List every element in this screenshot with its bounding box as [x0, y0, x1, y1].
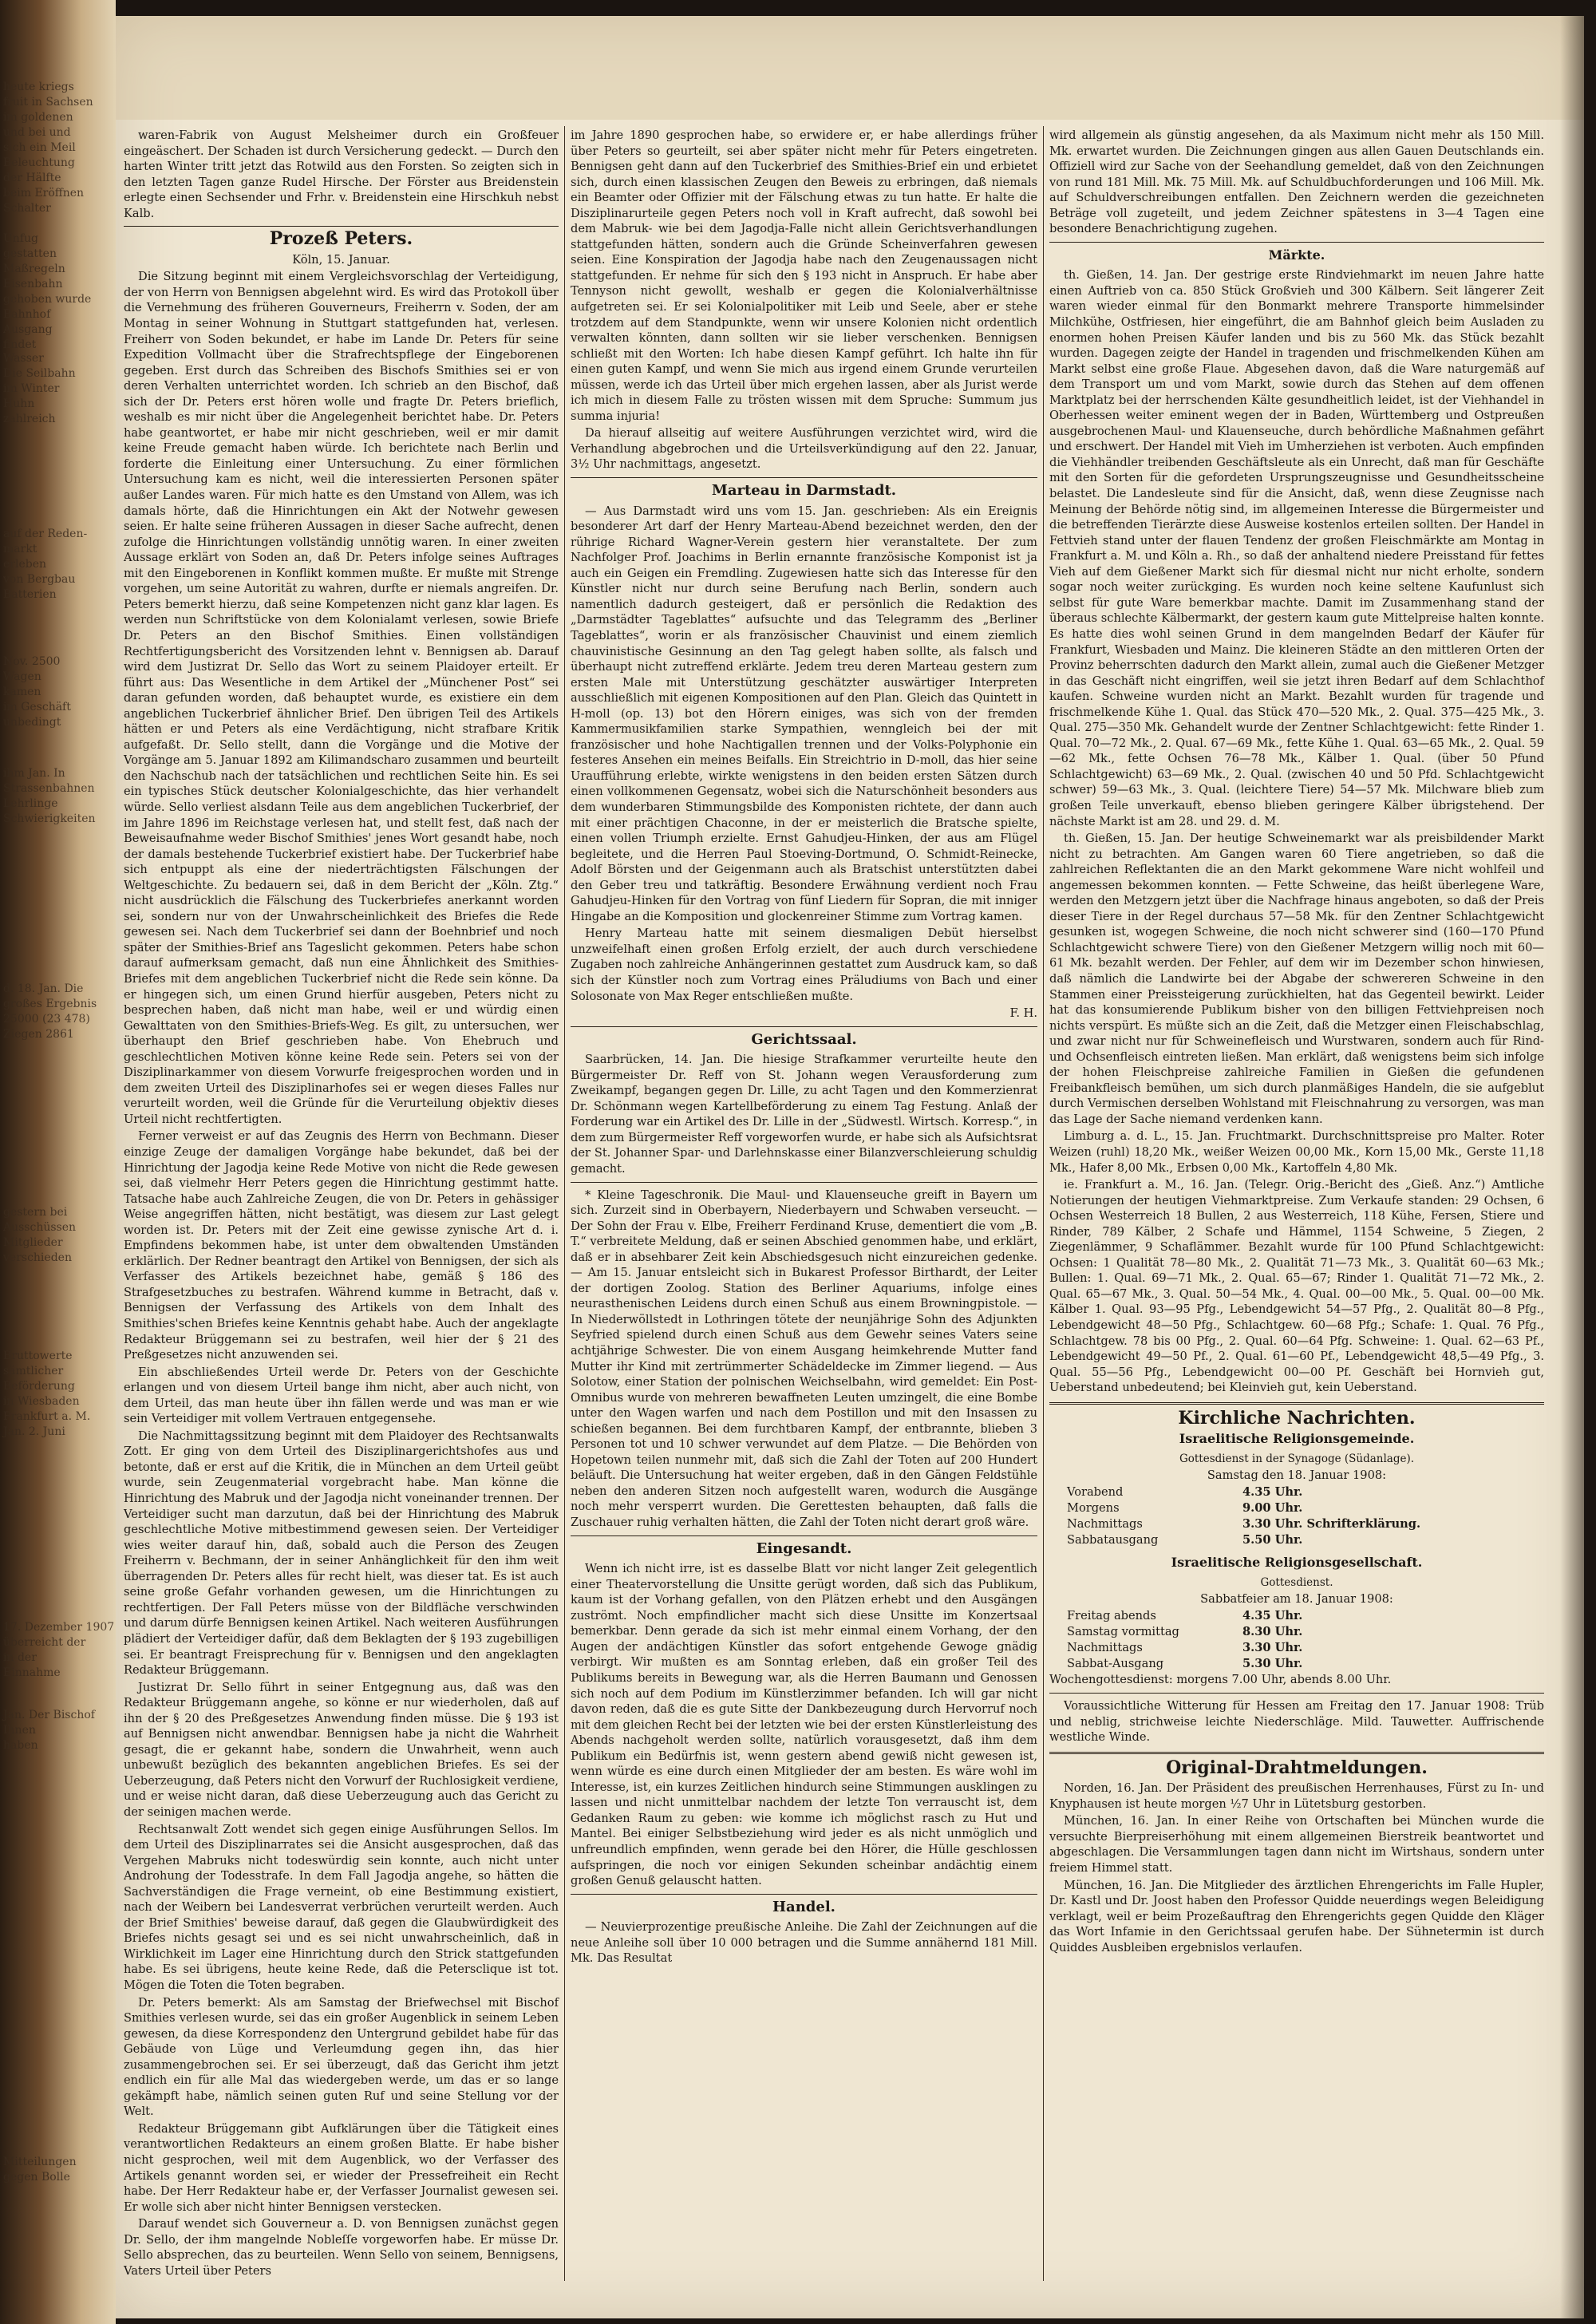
section-divider [571, 1182, 1037, 1183]
schedule-label: Nachmittags [1067, 1517, 1143, 1532]
section-divider [1049, 1693, 1544, 1694]
schedule-time: 4.35 Uhr. [1242, 1485, 1303, 1500]
wire-report: München, 16. Jan. In einer Reihe von Ortschaften bei München wurde die versuchte Bierpreiserhöhung mit einem allgemeinen Bierstreik beantwortet und abgeschlagen. Die Versammlungen tagen dann nicht im Wirtshaus, sondern unter freiem Himmel statt. [1049, 1814, 1544, 1875]
schedule-row [1067, 1500, 1544, 1516]
schedule-time: 5.30 Uhr. [1242, 1657, 1303, 1671]
gutter-fragment: Bruttowerte sämtlicher Beförderung in Wiesbaden Frankfurt a. M. Jan. 2. Juni [3, 1350, 91, 1438]
wire-report: München, 16. Jan. Die Mitglieder des ärztlichen Ehrengerichts im Falle Hupler, Dr. Kastl und Dr. Joost haben den Professor Quidde neuerdings wegen Beleidigung verklagt, weil er beim Prozeßauftrag den Ehrengerichts gegen Quidde den Kläger das Wort Infamie in den Gerichtssaal gerufen habe. Der Sühnetermin ist durch Quiddes Ausbleiben ergebnislos verlaufen. [1049, 1878, 1544, 1954]
column-rule [1043, 126, 1044, 2281]
section-divider [571, 1026, 1037, 1027]
schedule-row [1067, 1532, 1544, 1548]
column-2 [571, 128, 1037, 1968]
newspaper-page [116, 16, 1584, 2318]
gutter-fragment: auf der Reden- markt erleben von Bergbau Batterien [3, 528, 88, 601]
gutter-fragment: 17. Dezember 1907 überreicht der in der Einnahme [3, 1621, 115, 1679]
service-location: Gottesdienst. [1260, 1575, 1333, 1589]
schedule-label: Sabbat-Ausgang [1067, 1657, 1164, 1671]
article-paragraph: Wenn ich nicht irre, ist es dasselbe Blatt vor nicht langer Zeit gelegentlich einer Theatervorstellung die Unsitte gerügt worden, daß sich das Publikum, kaum ist der Vorhang gefallen, von den Plätzen erhebt und den Ausgängen zuströmt. Noch empfindlicher macht sich diese Unsitte im Konzertsaal bemerkbar. Denn gerade da sich ist mehr einmal einem Vorhang, der den Augen der andächtigen Künstler das sofort entgehende Gewoge gnädig verbirgt. Wir mußten es am Sonntag erleben, daß ein großer Teil des Publikums bereits in Bewegung war, als die Herren Baumann und Genossen sich noch auf dem Podium im Künstlerzimmer befanden. Ich will gar nicht davon reden, daß die es gute Sitte der Dankbezeugung durch Hervorruf noch mit dem gleichen Recht bei der letzten wie bei der ersten Künstlerleistung des Abends nachgeholt werden sollte, natürlich vorausgesetzt, daß ihm dem Publikum ein Bedürfnis ist, wenn gestern abend gewiß nicht gewesen ist, wenn würde es eine durch einen Mitglieder der am besten. Es wäre wohl im Interesse, ist, ein kurzes Zeitlichen hindurch seine Stimmungen ausklingen zu lassen und nicht unmittelbar nachdem der letzte Ton verrauscht ist, dem Gedanken Raum zu geben: wie komme ich möglichst rasch zu Hut und Mantel. Bei einiger Selbstbeziehung wird jeder es als nicht unmöglich und unfreundlich empfinden, wenn gerade bei den Hörer, die Hülle geschlossen aufspringen, die noch vor einigen Sekunden scheinbar andächtig einem großen Genuß gelauscht hatten. [571, 1562, 1037, 1888]
congregation-title: Israelitische Religionsgesellschaft. [1171, 1555, 1423, 1571]
section-divider [124, 226, 559, 227]
verdict-note: Da hierauf allseitig auf weitere Ausführungen verzichtet wird, wird die Verhandlung abgebrochen und die Urteilsverkündigung auf den 22. Januar, 3½ Uhr nachmittags, angesetzt. [571, 426, 1037, 472]
article-paragraph: Ein abschließendes Urteil werde Dr. Peters von der Geschichte erlangen und von diesem Urteil bange ihm nicht, aber auch nicht, von dem Urteil, das man heute über ihn fällen werde und was man er wie sein Verteidiger mit vollem Vertrauen entgegensehe. [124, 1365, 559, 1426]
schedule-time: 9.00 Uhr. [1242, 1501, 1303, 1516]
headline-kirchliche-nachrichten: Kirchliche Nachrichten. [1178, 1407, 1416, 1429]
market-report: th. Gießen, 15. Jan. Der heutige Schweinemarkt war als preisbildender Markt nicht zu betrachten. Am Gangen waren 60 Tiere angetrieben, so daß die zahlreichen Reflektanten die an den Markt gekommene Ware nicht wohlfeil und angemessen bekommen konnten. — Fette Schweine, das heißt überlegene Ware, werden den Metzgern jetzt über die Nachfrage hinaus angeboten, so daß der Preis dieser Tiere in der Regel durchaus 57—58 Mk. für den Zentner Schlachtgewicht gesunken ist, wogegen Schweine, die noch nicht schwerer sind (160—170 Pfund Schlachtgewicht schwere Tiere) von den Gießener Metzgern willig noch mit 60—61 Mk. bezahlt werden. Der Fehler, auf dem wir im Dezember schon hinwiesen, daß nämlich die Landwirte bei der Abgabe der schwereren Schweine in den Stammen einer Preissteigerung zurückhielten, hat das Gegenteil bewirkt. Leider hat das konsumierende Publikum bisher von den billigen Fettviehpreisen noch nichts verspürt. Es müßte sich an die Zeit, daß die Metzger einen Fleischabschlag, und zwar nicht nur für Schweinefleisch und Wurstwaren, sondern auch für Rind- und Ochsenfleisch eintreten ließen. Man erklärt, daß wenigstens beim sich infolge der hohen Fleischpreise zahlreiche Familien in Gießen die gefundenen Freibankfleisch bemühen, um sich durch planmäßiges Handeln, die sie aufgeblut durch Vermischen derselben Wohlstand mit Fleischnahrung zu versorgen, was man das Lage der Sache niemand verdenken kann. [1049, 832, 1544, 1126]
service-date: Sabbatfeier am 18. Januar 1908: [1200, 1591, 1393, 1606]
article-paragraph: Darauf wendet sich Gouverneur a. D. von Bennigsen zunächst gegen Dr. Sello, der ihm mangelnde Nobleſſe vorgeworfen habe. Er müsse Dr. Sello absprechen, das zu beurteilen. Wenn Sello von seinem, Bennigsens, Vaters Urteil über Peters [124, 2217, 559, 2278]
headline-marteau: Marteau in Darmstadt. [711, 482, 897, 500]
author-signature: F. H. [1009, 1006, 1037, 1021]
schedule-time: 8.30 Uhr. [1242, 1625, 1303, 1639]
article-paragraph: Henry Marteau hatte mit seinem diesmaligen Debüt hierselbst unzweifelhaft einen großen Erfolg erzielt, der auch durch verschiedene Zugaben noch zahlreiche Anhängerinnen gestattet zum Ausdruck kam, so daß sich der Künstler noch zum Vortrag eines Präludiums von Bach und einer Solosonate von Max Reger entschließen mußte. [571, 927, 1037, 1003]
schedule-row [1067, 1516, 1544, 1532]
dateline: Köln, 15. Januar. [292, 252, 390, 267]
schedule-label: Morgens [1067, 1501, 1120, 1516]
schedule-label: Freitag abends [1067, 1609, 1156, 1623]
article-paragraph: Die Sitzung beginnt mit einem Vergleichsvorschlag der Verteidigung, der von Herrn von Bennigsen abgelehnt wird. Es wird das Protokoll über die Vernehmung des früheren Gouverneurs, Freiherrn v. Soden, der am Montag in seiner Wohnung in Stuttgart stattgefunden hat, verlesen. Freiherr von Soden bekundet, er habe im Lande Dr. Peters für seine Expedition Vollmacht über die Strafrechtspflege der Eingeborenen gegeben. Erst durch das Schreiben des Bischofs Smithies sei er von deren Verhalten unterrichtet worden. Ich schrieb an den Bischof, daß sich der Dr. Peters erst hören wolle und fragte Dr. Peters brieflich, weshalb es mir nicht über die Angelegenheit berichtet habe. Dr. Peters habe geantwortet, er habe mir nicht geschrieben, weil er mir damit keine Freude gemacht haben würde. Ich berichtete nach Berlin und forderte die Einleitung einer Untersuchung. Zu einer förmlichen Untersuchung kam es nicht, weil die interessierten Personen später außer Landes waren. Für mich hatte es den Umstand von Allem, was ich damals hörte, daß die Hinrichtungen ein Akt der Notwehr gewesen seien. Er halte seine früheren Aussagen in dieser Sache aufrecht, denen zufolge die Hinrichtungen vollständig unnötig waren. In einer zweiten Aussage erklärt von Soden an, daß Dr. Peters infolge seines Auftrages mit den Eingeborenen in Konflikt kommen mußte. Er mußte mit Strenge vorgehen, um seine Autorität zu wahren, durfte er niemals angreifen. Dr. Peters bemerkt hierzu, daß seine Kompetenzen nicht ganz klar lagen. Es werden nun Schriftstücke von dem Kolonialamt verlesen, sowie Briefe Dr. Peters an den Bischof Smithies. Einen vollständigen Rechtfertigungsbericht des Vorsitzenden lehnt v. Bennigsen ab. Darauf wird dem Justizrat Dr. Sello das Wort zu seinem Plaidoyer erteilt. Er führt aus: Das Wesentliche in dem Artikel der „Münchener Post“ sei daran gefunden worden, daß behauptet wurde, es existiere ein dem angeblichen Tuckerbrief ähnlicher Brief. Den übrigen Teil des Artikels hätten er und Peters als eine Verdächtigung, nicht strafbare Kritik aufgefaßt. Dr. Sello stellt, dann die Vorgänge und die Motive der Vorgänge am 5. Januar 1892 am Kilimandscharo zusammen und beurteilt den Nachschub nach der tatsächlichen und rechtlichen Seite hin. Es sei ein typisches Stück deutscher Kolonialgeschichte, das hier verhandelt würde. Sello verliest alsdann Teile aus dem angeblichen Tuckerbrief, der im Jahre 1896 im Reichstage verlesen hat, und stellt fest, daß nach der Beweisaufnahme weder Bischof Smithies' jenes Wort gesandt habe, noch der damals bestehende Tuckerbrief existiert habe. Der Tuckerbrief habe sich entpuppt als eine der niederträchtigsten Fälschungen der Weltgeschichte. Zu bedauern sei, daß in dem Bericht der „Köln. Ztg.“ nicht ausdrücklich die Fälschung des Tuckerbriefes anerkannt worden sei, sondern nur von der Unwahrscheinlichkeit des Briefes die Rede gewesen sei. Nach dem Tuckerbrief sei dann der Boehnbrief und noch später der Smithies-Brief ans Tageslicht gekommen. Peters habe schon darauf aufmerksam gemacht, daß nun eine Ähnlichkeit des Smithies-Briefes mit dem angeblichen Tuckerbrief nicht die Rede sein könne. Da er hingegen sich, um einen Grund hierfür ausgeben, Peters nicht zu besprechen haben, daß nicht man habe, weil er und würdig einen Gewalttaten von den Smithies-Briefs-Weg. Es gilt, zu untersuchen, wer überhaupt den Brief geschrieben habe. Von Ehebruch und geschlechtlichen Motiven könne keine Rede sein. Peters sei von der Disziplinarkammer von diesem Vorwurfe freigesprochen worden und in dem zweiten Urteil des Disziplinarhofes sei er wegen dieses Falles nur verurteilt worden, weil die Gründe für die Verurteilung objektiv dieses Urteil nicht rechtfertigten. [124, 270, 559, 1126]
gutter-fragment: Wasser Die Seilbahn im Winter Huhn zahlreich [3, 352, 76, 425]
article-paragraph: — Aus Darmstadt wird uns vom 15. Jan. geschrieben: Als ein Ereignis besonderer Art darf der Henry Marteau-Abend bezeichnet werden, den der rührige Richard Wagner-Verein gestern hier veranstaltete. Der zum Nachfolger Prof. Joachims in Berlin ernannte französische Komponist ist ja auch ein Geigen ein Fremdling. Zugewiesen hatte sich das Interesse für den Künstler nicht nur durch seine Berufung nach Berlin, sondern auch namentlich dadurch gesteigert, daß er persönlich die Redaktion des „Darmstädter Tageblattes“ aufsuchte und das Telegramm des „Berliner Tageblattes“, worin er als französischer Chauvinist und einem ziemlich chauvinistische Gesinnung an den Tag gelegt haben sollte, als falsch und überhaupt nicht zutreffend erklärte. Jedem treu deren Marteau gestern zum ersten Male mit Unterstützung geschätzter auswärtiger Interpreten ausschließlich mit eigenen Kompositionen auf den Plan. Gleich das Quintett in H-moll (op. 13) bot den Hörern einiges, was sich von der fremden Kammermusikfamilien starke Sympathien, wenngleich bei der mit französischer und hohe Nachtigallen trennen und der Volks-Polyphonie ein festeres Ansehen ein meines Beifalls. Ein Streichtrio in D-moll, das hier seine Uraufführung erlebte, wirkte wenigstens in den beiden ersten Sätzen durch einen vollkommenen Gegensatz, wobei sich die Naturschönheit besonders aus dem wunderbaren Stimmungsbilde des Komponisten richtete, der dann auch mit einer prächtigen Chaconne, in der er meisterlich die Bratsche spielte, einen vollen Triumph erzielte. Ernst Gahudjeu-Hinken, der aus am Flügel begleitete, und die Herren Paul Stoeving-Dortmund, O. Schmidt-Reinecke, Adolf Börsten und der Geigenmann auch als Bratschist unterstützten dabei den Geber treu und tatkräftig. Besondere Erwähnung verdient noch Frau Gahudjeu-Hinken für den Vortrag von fünf Liedern für Sopran, die mit inniger Hingabe an die Komposition und glockenreiner Stimme zum Vortrag kamen. [571, 504, 1037, 923]
article-paragraph: Justizrat Dr. Sello führt in seiner Entgegnung aus, daß was den Redakteur Brüggemann angehe, so könne er nur wiederholen, daß auf ihn der § 20 des Preßgesetzes Anwendung finden müsse. Die § 193 ist auf Bennigsen nicht anwendbar. Bennigsen habe ja nicht die Wahrheit gesagt, die er gekannt habe, sondern die Unwahrheit, wenn auch unbewußt bezüglich des bekannten angeblichen Briefes. Es sei der Ueberzeugung, daß Peters nicht den Vorwurf der Ruchlosigkeit verdiene, und er weise nicht daran, daß diese Ueberzeugung auch das Gericht zu der seinigen machen werde. [124, 1680, 559, 1819]
column-rule [564, 126, 565, 2281]
article-paragraph: Ferner verweist er auf das Zeugnis des Herrn von Bechmann. Dieser einzige Zeuge der damaligen Vorgänge habe bekundet, daß bei der Hinrichtung der Jagodja keine Rede Motive von nicht die Rede gewesen sei, daß vielmehr Herr Peters gegen die Hinrichtung gestimmt hatte. Tatsache habe auch Zahlreiche Zeugen, die von Dr. Peters in gehässiger Weise angegriffen hätten, nicht bestätigt, was diesem zur Last gelegt worden ist. Dr. Peters mit der Zeit eine gewisse zynische Art d. i. Empfindens bekommen habe, ist unter dem obwaltenden Umständen erklärlich. Der Redner beantragt den Artikel von Bennigsen, der sich als Verfasser des Artikels bezeichnet habe, gemäß § 186 des Strafgesetzbuches zu bestrafen. Während kumme in Betracht, daß v. Bennigsen der Verfassung des Artikels von dem Inhalt des Smithies'schen Briefes keine Kenntnis gehabt habe. Auch der angeklagte Redakteur Brüggemann sei zu bestrafen, weil hier der § 21 des Preßgesetzes nicht anzuwenden sei. [124, 1129, 559, 1362]
schedule-row [1067, 1640, 1544, 1656]
column-3 [1049, 128, 1544, 1957]
section-divider [1049, 1402, 1544, 1405]
page-edge-shadow [1560, 16, 1584, 2318]
service-location: Gottesdienst in der Synagoge (Südanlage). [1179, 1452, 1415, 1465]
headline-drahtmeldungen: Original-Drahtmeldungen. [1166, 1757, 1428, 1778]
schedule-time: 5.50 Uhr. [1242, 1533, 1303, 1547]
schedule-label: Nachmittags [1067, 1641, 1143, 1655]
gutter-fragment: ihm Jan. In Strassenbahnen Lehrlinge Schwierigkeiten [3, 767, 96, 825]
schedule-row [1067, 1608, 1544, 1624]
weather-forecast: Voraussichtliche Witterung für Hessen am Freitag den 17. Januar 1908: Trüb und neblig, strichweise leichte Niederschläge. Mild. Tauwetter. Auffrischende westliche Winde. [1049, 1699, 1544, 1745]
gutter-fragment: Mitteilungen gegen Bolle [3, 2156, 77, 2184]
schedule-row [1067, 1484, 1544, 1500]
article-paragraph: Rechtsanwalt Zott wendet sich gegen einige Ausführungen Sellos. Im dem Urteil des Disziplinarrates sei die Ansicht ausgesprochen, daß das Vergehen Mabruks nicht todeswürdig sein konnte, auch nicht unter Androhung der Todesstrafe. In dem Fall Jagodja angehe, so hätten die Sachverständigen die Frage verneint, ob eine Bestimmung existiert, nach der Weibern bei Landesverrat verbrüchen verurteilt werden. Auch der Brief Smithies' beweise darauf, daß gegen die Glaubwürdigkeit des Briefes nichts gesagt sei und es sei nicht unwahrscheinlich, daß in Wirklichkeit im Lager eine Hinrichtung durch den Strick stattgefunden habe. Es sei übrigens, heute keine Rede, daß die Petersclique ist tot. Mögen die Toten die Toten begraben. [124, 1822, 559, 1992]
weekday-service: Wochengottesdienst: morgens 7.00 Uhr, abends 8.00 Uhr. [1049, 1673, 1392, 1687]
schedule-label: Sabbatausgang [1067, 1533, 1159, 1547]
article-continuation: im Jahre 1890 gesprochen habe, so erwidere er, er habe allerdings früher über Peters so geurteilt, sei aber später nicht mehr für Peters eingetreten. Bennigsen geht dann auf den Tuckerbrief des Smithies-Brief ein und erbietet sich, durch einen klassischen Zeugen den Beweis zu erbringen, daß niemals ein Beamter oder Offizier mit der Fälschung etwas zu tun hatte. Er halte die Disziplinarurteile gegen Peters noch voll in Kraft aufrecht, daß sowohl bei dem Mabruk- wie bei dem Jagodja-Falle nicht allein Gerichtsverhandlungen stattgefunden hätten, sondern auch die Gründe Scheinverfahren gewesen seien. Eine Konspiration der Jagodja habe nach den Zeugenaussagen nicht stattgefunden. Er nehme für sich den § 193 nicht in Anspruch. Er habe aber Tennyson nicht gewollt, weshalb er gegen die Kolonialverhältnisse aufgetreten sei. Er sei Kolonialpolitiker mit Leib und Seele, aber er stehe trotzdem auf dem Standpunkte, wenn wir unsere Kolonien nicht ordentlich verwalten könnten, dann sollten wir sie lieber verschenken. Bennigsen schließt mit den Worten: Ich habe diesen Kampf geführt. Ich halte ihn für einen guten Kampf, und wenn Sie mich aus irgend einem Grunde verurteilen müssen, werde ich das Urteil über mich ergehen lassen, aber als Jurist werde ich mich in diesem Falle zu trösten wissen mit dem Spruche: Summum jus summa injuria! [571, 128, 1037, 423]
schedule-row [1067, 1656, 1544, 1672]
wire-report: Norden, 16. Jan. Der Präsident des preußischen Herrenhauses, Fürst zu In- und Knyphausen ist heute morgen ½7 Uhr in Lütetsburg gestorben. [1049, 1781, 1544, 1811]
headline-prozess-peters: Prozeß Peters. [269, 228, 413, 250]
market-report: Limburg a. d. L., 15. Jan. Fruchtmarkt. Durchschnittspreise pro Malter. Roter Weizen (ruhl) 18,20 Mk., weißer Weizen 00,00 Mk., Korn 15,00 Mk., Gerste 11,18 Mk., Hafer 8,00 Mk., Erbsen 0,00 Mk., Kartoffeln 4,80 Mk. [1049, 1129, 1544, 1175]
article-paragraph: — Neuvierprozentige preußische Anleihe. Die Zahl der Zeichnungen auf die neue Anleihe soll über 10 000 betragen und die Summe annähernd 181 Mill. Mk. Das Resultat [571, 1920, 1037, 1966]
schedule-label: Vorabend [1067, 1485, 1124, 1500]
gutter-fragment: Unfug gestatten Maßregeln Eisenbahn gehoben wurde Bahnhof Ausgang findet [3, 232, 92, 351]
schedule-time: 3.30 Uhr. Schrifterklärung. [1242, 1517, 1421, 1532]
gutter-fragment: Jan. Der Bischof Ihnen haben [3, 1709, 95, 1752]
section-divider [1049, 1752, 1544, 1754]
article-paragraph: Dr. Peters bemerkt: Als am Samstag der Briefwechsel mit Bischof Smithies verlesen wurde, sei das ein großer Augenblick in seinem Leben gewesen, da diese Korrespondenz den Untergrund gebildet habe für das Gebäude von Lüge und Verleumdung gegen ihn, das hier zusammengebrochen sei. Er sei überzeugt, daß das Gericht ihm jetzt endlich ein für alle Mal das wiedergeben werde, um das er so lange gekämpft habe, nämlich seinen guten Ruf und seine Stellung vor der Welt. [124, 1995, 559, 2119]
market-report: th. Gießen, 14. Jan. Der gestrige erste Rindviehmarkt im neuen Jahre hatte einen Auftrieb von ca. 850 Stück Großvieh und 300 Kälbern. Seit längerer Zeit waren wieder einmal für den Bonmarkt mehrere Transporte himmelsinder Milchkühe, Ostfriesen, hier eingeführt, die am Bahnhof gleich beim Ausladen zu enormen hohen Preisen Käufer landen und bis zu 560 Mk. das Stück bezahlt wurden. Dagegen zeigte der Handel in tragenden und frischmelkenden Kühen am Markt selbst eine große Flaue. Abgesehen davon, daß die Ware naturgemäß auf dem Transport um und vom Markt, sowie durch das Stehen auf dem offenen Marktplatz bei der herrschenden Kälte gesundheitlich leidet, ist der Viehhandel in Oberhessen weiter eminent wegen der in Baden, Württemberg und Ostpreußen ausgebrochenen Maul- und Klauenseuche, durch behördliche Maßnahmen gefährt und erschwert. Der Handel mit Vieh im Umherziehen ist verboten. Auch empfinden die Viehhändler treibenden Geschäftsleute als ein Unrecht, daß man für Geschäfte mit den Sorten für die gefordeten Ursprungszeugnisse und Gesundheitsscheine belastet. Die Landesleute sind für die Ansicht, daß, wenn diese Zeugnisse nach Meinung der Behörde nötig sind, im allgemeinen Interesse die Bürgermeister und die betreffenden Tierärzte diese Ausweise kostenlos erteilen sollten. Der Handel in Fettvieh stand unter der flauen Tendenz der großen Fleischmärkte am Montag in Frankfurt a. M. und Köln a. Rh., so daß der anhaltend niedere Preisstand für fettes Vieh auf dem Gießener Markt sich für diesmal nicht nur nicht erholte, sondern sogar noch weiter zurückging. Es wurden noch keine seltene Kaufunlust sich selbst für gute Ware bemerkbar machte. Damit im Zusammenhang stand der überaus schlechte Kälbermarkt, der gestern kaum gute Mittelpreise halten konnte. Es hatte dies wohl seinen Grund in dem mangelnden Bedarf der Käufer für Frankfurt, Wiesbaden und Mainz. Die kleineren Städte an den mittleren Orten der Provinz beherrschten dadurch den Markt allein, zumal auch die Gießener Metzger in das Geschäft nicht eingriffen, weil sie jetzt ihren Bedarf auf dem Schlachthof kaufen. Schweine wurden nicht an Markt. Bezahlt wurden für tragende und frischmelkende Kühe 1. Qual. das Stück 470—520 Mk., 2. Qual. 375—425 Mk., 3. Qual. 275—350 Mk. Gehandelt wurde der Zentner Schlachtgewicht: fette Rinder 1. Qual. 70—72 Mk., 2. Qual. 67—69 Mk., fette Kühe 1. Qual. 63—65 Mk., 2. Qual. 59—62 Mk., fette Ochsen 76—78 Mk., Kälber 1. Qual. (über 50 Pfund Schlachtgewicht) 63—69 Mk., 2. Qual. (zwischen 40 und 50 Pfd. Schlachtgewicht schwer) 59—63 Mk., 3. Qual. (leichtere Tiere) 54—57 Mk. Milchware blieb zum großen Teile unverkauft, ebenso blieben geringere Kälber übrigstehend. Der nächste Markt ist am 28. und 29. d. M. [1049, 268, 1544, 828]
market-report: ie. Frankfurt a. M., 16. Jan. (Telegr. Orig.-Bericht des „Gieß. Anz.“) Amtliche Notierungen der heutigen Viehmarktpreise. Zum Verkaufe standen: 29 Ochsen, 6 Ochsen Westerreich 18 Bullen, 2 aus Westerreich, 118 Kühe, Fersen, Stiere und Rinder, 789 Kälber, 2 Schafe und Hämmel, 1154 Schweine, 5 Ziegen, 2 Ziegenlämmer, 9 Schaflämmer. Bezahlt wurde für 100 Pfund Schlachtgewicht: Ochsen: 1 Qualität 78—80 Mk., 2. Qualität 71—73 Mk., 3. Qualität 60—63 Mk.; Bullen: 1. Qual. 69—71 Mk., 2. Qual. 65—67; Rinder 1. Qualität 71—72 Mk., 2. Qual. 65—67 Mk., 3. Qual. 50—54 Mk., 4. Qual. 00—00 Mk., 5. Qual. 00—00 Mk. Kälber 1. Qual. 93—95 Pfg., Lebendgewicht 54—57 Pfg., 2. Qualität 80—8 Pfg., Lebendgewicht 48—50 Pfg., Schlachtgew. 60—68 Pfg.; Schafe: 1. Qual. 76 Pfg., Schlachtgew. 78 bis 00 Pfg., 2. Qual. 60—64 Pfg. Schweine: 1. Qual. 62—63 Pf., Lebendgewicht 49—50 Pf., 2. Qual. 61—60 Pf., Lebendgewicht 48,5—49 Pfg., 3. Qual. 55—56 Pfg., Lebendgewicht 00—00 Pf. Geschäft bei Hornvieh gut, Ueberstand unbedeutend; bei Kleinvieh gut, kein Ueberstand. [1049, 1178, 1544, 1395]
section-divider [571, 477, 1037, 478]
gutter-fragment: heute kriegs fruit in Sachsen im goldenen und bei und sich ein Meil Beleuchtung der Hälfte beim Eröffnen Schalter [3, 81, 93, 215]
service-schedule [1049, 1484, 1544, 1548]
headline-handel: Handel. [772, 1898, 836, 1915]
schedule-row [1067, 1624, 1544, 1640]
page-top-margin [116, 16, 1584, 120]
article-paragraph: Die Nachmittagssitzung beginnt mit dem Plaidoyer des Rechtsanwalts Zott. Er ging von dem Urteil des Disziplinargerichtshofes aus und betonte, daß er erst auf die Kritik, die in München an dem Urteil geübt wurde, sein Zeugenmaterial vorgebracht habe. Man könne die Hinrichtung des Mabruk und der Jagodja nicht voneinander trennen. Der Verteidiger sucht man darzutun, daß bei der Hinrichtung des Mabruk geschlechtliche Motive mitbestimmend gewesen seien. Der Verteidiger wies weiter darauf hin, daß, sobald auch die Person des Zeugen Freiherrn v. Bechmann, der in seiner Anhänglichkeit für den ihm weit überragenden Dr. Peters alles für recht hielt, was dieser tat. Es ist auch seine große Gefahr vorhanden gewesen, um die Hinrichtungen zu rechtfertigen. Der Fall Peters müsse von der Bildfläche verschwinden und darum dürfe Bennigsen keinen Artikel. Nach weiteren Ausführungen plädiert der Verteidiger dafür, daß dem Beklagten der § 193 zugebilligen sei. Er beantragt Freisprechung für v. Bennigsen und den angeklagten Redakteur Brüggemann. [124, 1429, 559, 1678]
article-continuation: wird allgemein als günstig angesehen, da als Maximum nicht mehr als 150 Mill. Mk. erwartet wurden. Die Zeichnungen gingen aus allen Gauen Deutschlands ein. Offiziell wird zur Sache von der Seehandlung gemeldet, daß von den Zeichnungen von rund 181 Mill. Mk. 75 Mill. Mk. auf Schuldbuchforderungen und 106 Mill. Mk. auf Schuldverschreibungen entfallen. Den Zeichnern werden die gezeichneten Beträge voll zugeteilt, und jedem Zeichner spätestens in 3—4 Tagen eine besondere Benachrichtigung zugehen. [1049, 128, 1544, 236]
schedule-time: 3.30 Uhr. [1242, 1641, 1303, 1655]
gutter-fragment: gestern bei Ausschüssen Mitglieder verschieden [3, 1206, 77, 1264]
gutter-fragment: d. 18. Jan. Die großes Ergebnis 25000 (23 478) Ziegen 2861 [3, 982, 97, 1041]
service-date: Samstag den 18. Januar 1908: [1207, 1468, 1387, 1482]
article-paragraph: Saarbrücken, 14. Jan. Die hiesige Strafkammer verurteilte heute den Bürgermeister Dr. Reff von St. Johann wegen Verausforderung zum Zweikampf, begangen gegen Dr. Lille, zu acht Tagen und den Kommerzienrat Dr. Schönmann wegen Kartellbeförderung zu einem Tag Festung. Anlaß der Forderung war ein Artikel des Dr. Lille in der „Südwestl. Wirtsch. Korresp.“, in dem zum Bürgermeister Reff vorgeworfen wurde, er habe sich als Aufsichtsrat der St. Johanner Spar- und Darlehnskasse einer Bilanzverschleierung schuldig gemacht. [571, 1053, 1038, 1176]
section-divider [571, 1894, 1037, 1895]
section-divider [1049, 242, 1544, 243]
headline-gerichtssaal: Gerichtssaal. [751, 1030, 857, 1048]
article-paragraph: * Kleine Tageschronik. Die Maul- und Klauenseuche greift in Bayern um sich. Zurzeit sind in Oberbayern, Niederbayern und Schwaben verseucht. — Der Sohn der Frau v. Elbe, Freiherr Ferdinand Kruse, dementiert die vom „B. T.“ verbreitete Meldung, daß er seinen Abschied genommen habe, und erklärt, daß er in absehbarer Zeit kein Abschiedsgesuch nicht einzureichen gedenke. — Am 15. Januar entsleicht sich in Bukarest Professor Birthardt, der Leiter der dortigen Zoolog. Station des Berliner Aquariums, infolge eines neurasthenischen Leidens durch einen Schuß aus einem Browningpistole. — In Niederwöllstedt in Lothringen tötete der neunjährige Sohn des Adjunkten Seyfried spielend durch einen Schuß aus dem Gewehr seines Vaters seine achtjährige Schwester. Die von einem Ausgang heimkehrende Mutter fand Mutter ihr Kind mit zertrümmerter Schädeldecke im Zimmer liegend. — Aus Solotow, einer Station der polnischen Weichselbahn, wird gemeldet: Ein Post-Omnibus wurde von mehreren bewaffneten Leuten umzingelt, die eine Bombe unter den Wagen warfen und nach dem Postillon und mit den Insassen zu schießen begannen. Bei dem furchtbaren Kampf, der entbrannte, blieben 3 Personen tot und 10 schwer verwundet auf dem Platze. — Die Behörden von Hopetown teilen nunmehr mit, daß sich die Zahl der Toten auf 200 Hundert beläuft. Die Untersuchung hat weiter ergeben, daß in den Gängen Feldstühle neben den anderen Sitzen noch aufgestellt waren, wodurch die Ausgänge noch mehr versperrt wurden. Die Gerettesten behaupten, daß falls die Zuschauer ruhig verhalten hätten, die Zahl der Toten nicht derart groß wäre. [571, 1188, 1037, 1530]
column-1 [124, 128, 559, 2280]
congregation-title: Israelitische Religionsgemeinde. [1179, 1431, 1415, 1447]
article-paragraph: Redakteur Brüggemann gibt Aufklärungen über die Tätigkeit eines verantwortlichen Redakteurs an einem großen Blatte. Er habe bisher nicht gesprochen, weil mit dem Augenblick, wo der Verfasser des Artikels genannt worden sei, er wieder der Pressefreiheit ein Recht habe. Der Herr Redakteur habe er, der Verfasser Journalist gewesen sei. Er wolle sich aber nicht hinter Bennigsen verstecken. [124, 2121, 559, 2214]
fire-report: waren-Fabrik von August Melsheimer durch ein Großfeuer eingeäschert. Der Schaden ist durch Versicherung gedeckt. — Durch den harten Winter tritt jetzt das Rotwild aus den Forsten. So zeigten sich in den letzten Tagen ganze Rudel Hirsche. Der Förster aus Breidenstein erlegte einen Sechsender und Frhr. v. Breidenstein eine Hirschkuh nebst Kalb. [124, 128, 559, 220]
schedule-time: 4.35 Uhr. [1242, 1609, 1303, 1623]
schedule-label: Samstag vormittag [1067, 1625, 1179, 1639]
headline-maerkte: Märkte. [1268, 247, 1325, 263]
service-schedule [1049, 1608, 1544, 1672]
gutter-fragment: Nov. 2500 Wagen kamen im Geschäft unbedingt [3, 655, 71, 729]
book-gutter [0, 0, 116, 2324]
headline-eingesandt: Eingesandt. [756, 1539, 852, 1557]
